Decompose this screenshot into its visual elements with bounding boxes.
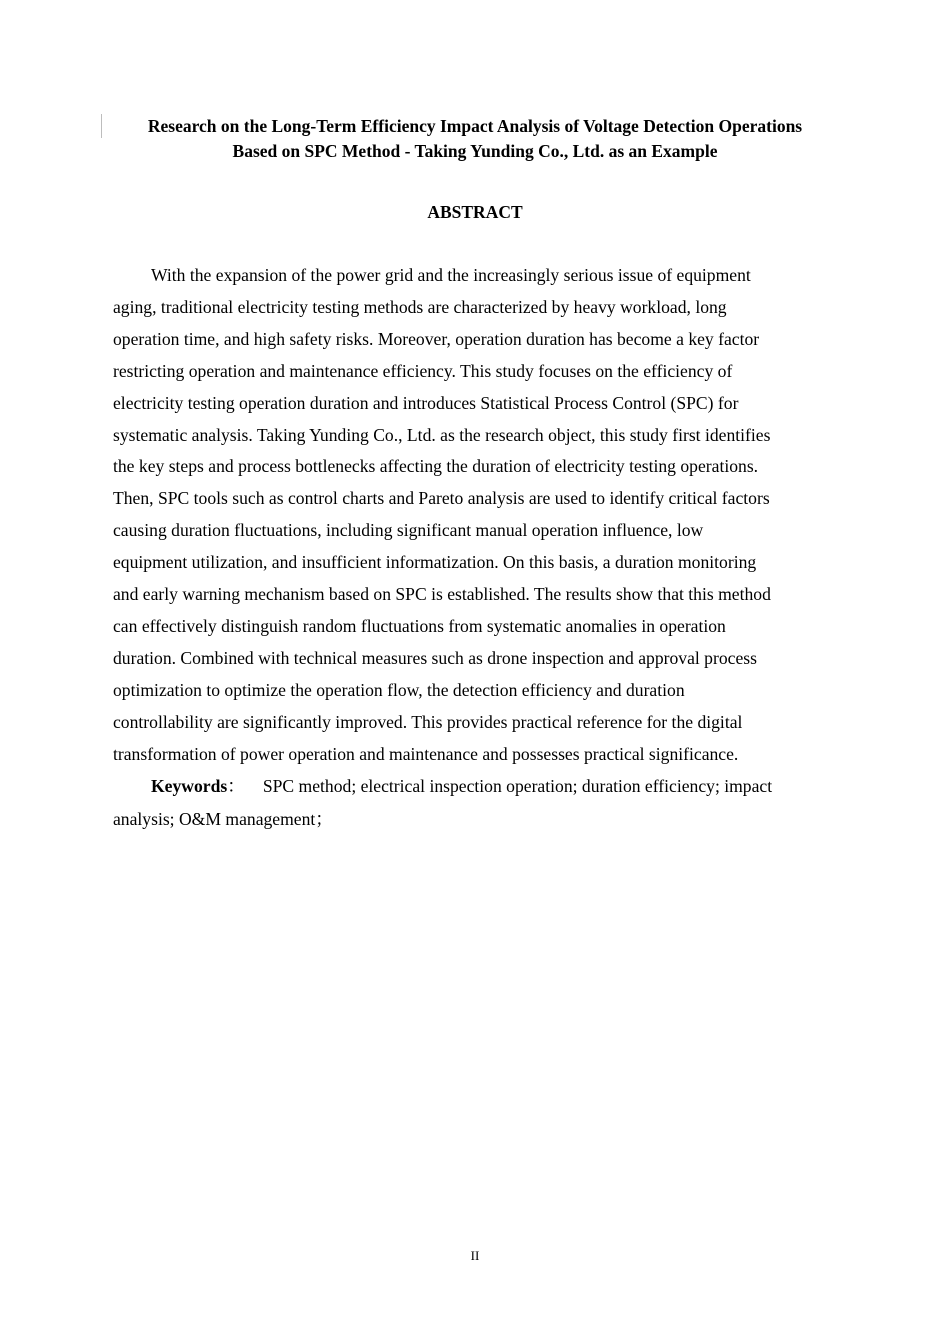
keywords-text: SPC method; electrical inspection operation; duration efficiency; impact <box>262 776 773 796</box>
page-number: II <box>470 1248 480 1263</box>
abstract-heading: ABSTRACT <box>427 202 523 222</box>
keywords-line <box>113 770 835 803</box>
abstract-line: can effectively distinguish random fluctuations from systematic anomalies in operation <box>113 615 726 636</box>
abstract-line: With the expansion of the power grid and the increasingly serious issue of equipment <box>151 265 751 285</box>
abstract-line: operation time, and high safety risks. Moreover, operation duration has become a key factor <box>113 328 760 349</box>
paper-title <box>105 114 845 164</box>
keywords-section <box>113 770 835 835</box>
title-line: Research on the Long-Term Efficiency Impact Analysis of Voltage Detection Operations <box>147 116 803 136</box>
abstract-line: aging, traditional electricity testing methods are characterized by heavy workload, long <box>113 296 727 317</box>
abstract-line: equipment utilization, and insufficient informatization. On this basis, a duration monitoring <box>113 552 757 573</box>
abstract-line: duration. Combined with technical measures such as drone inspection and approval process <box>113 647 757 668</box>
title-line: Based on SPC Method - Taking Yunding Co., Ltd. as an Example <box>232 141 718 161</box>
abstract-line: restricting operation and maintenance efficiency. This study focuses on the efficiency of <box>113 360 733 381</box>
abstract-line: Then, SPC tools such as control charts and Pareto analysis are used to identify critical factors <box>113 488 770 509</box>
keywords-label: Keywords <box>151 776 228 796</box>
keywords-separator: ： <box>227 776 245 796</box>
abstract-line: optimization to optimize the operation flow, the detection efficiency and duration <box>113 679 685 700</box>
abstract-paragraph <box>113 260 835 771</box>
abstract-line: and early warning mechanism based on SPC is established. The results show that this method <box>113 584 771 605</box>
abstract-line: causing duration fluctuations, including significant manual operation influence, low <box>113 520 704 541</box>
keywords-line: analysis; O&M management； <box>113 808 333 829</box>
abstract-line: systematic analysis. Taking Yunding Co., Ltd. as the research object, this study first identifies <box>113 424 771 445</box>
margin-marker <box>101 114 102 138</box>
abstract-line: transformation of power operation and maintenance and possesses practical significance. <box>113 743 739 764</box>
abstract-line: controllability are significantly improved. This provides practical reference for the digital <box>113 711 743 732</box>
abstract-line: electricity testing operation duration and introduces Statistical Process Control (SPC) for <box>113 392 739 413</box>
abstract-line: the key steps and process bottlenecks affecting the duration of electricity testing operations. <box>113 456 759 477</box>
